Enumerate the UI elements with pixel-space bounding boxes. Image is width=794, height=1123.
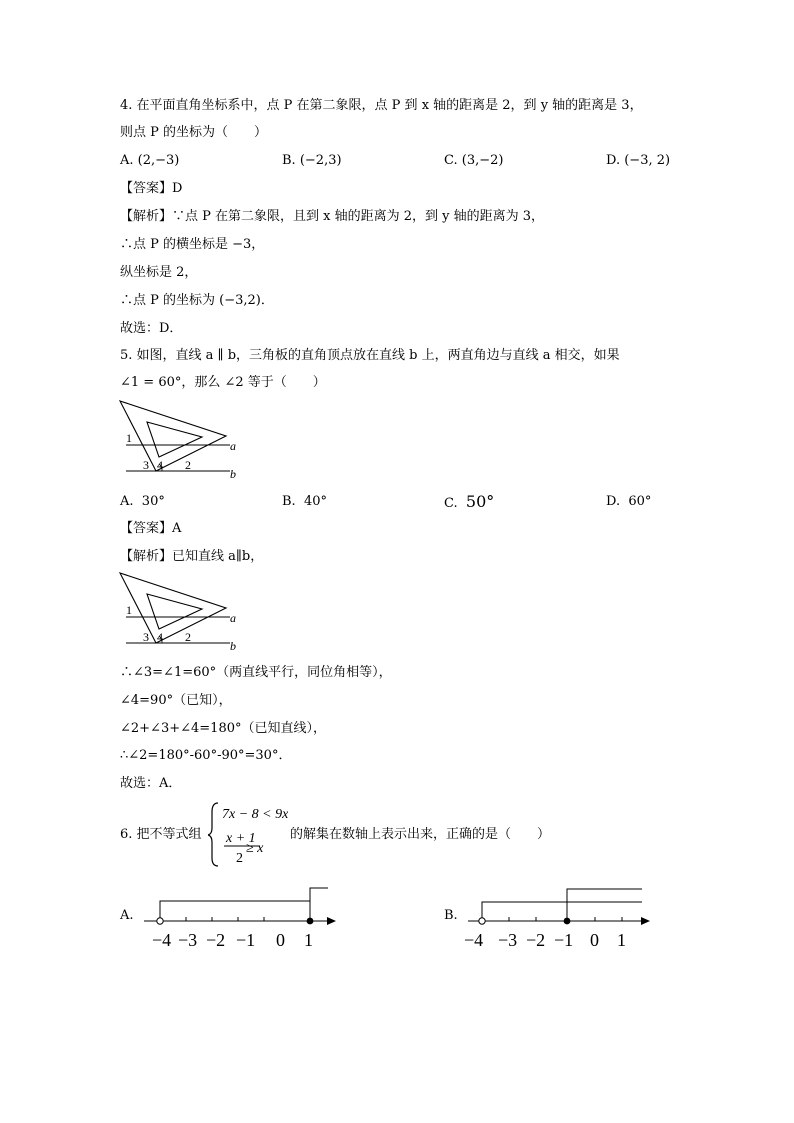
label-2: 2 xyxy=(185,630,191,644)
q4-stem-line2: 则点 P 的坐标为（ ） xyxy=(120,125,268,140)
range-line-upper xyxy=(310,888,328,921)
q6-prefix: 6. 把不等式组 xyxy=(120,827,202,842)
label-4: 4 xyxy=(157,630,163,644)
q5-analysis-line3: ∠2+∠3+∠4=180°（已知直线）， xyxy=(120,721,326,736)
q5-analysis-line5: 故选：A． xyxy=(120,776,182,791)
q5-analysis-head: 【解析】已知直线 a∥b， xyxy=(120,549,264,564)
q5-analysis-figure xyxy=(118,570,248,654)
q5-analysis-line1: ∴∠3=∠1=60°（两直线平行，同位角相等）， xyxy=(120,665,392,680)
q4-analysis-line5: 故选：D． xyxy=(120,321,183,336)
q4-analysis-line4: ∴点 P 的坐标为 (−3,2)． xyxy=(120,293,274,308)
tick-label: −1 xyxy=(236,930,256,950)
q4-analysis-line3: 纵坐标是 2， xyxy=(120,265,198,280)
q6-option-b-letter: B. xyxy=(444,908,458,923)
q4-option-c: C. (3,−2) xyxy=(444,153,504,168)
q5-option-a: A. 30° xyxy=(120,494,165,509)
q4-analysis-line1: 【解析】∵点 P 在第二象限，且到 x 轴的距离为 2，到 y 轴的距离为 3， xyxy=(120,209,545,224)
q6-suffix: 的解集在数轴上表示出来，正确的是（ ） xyxy=(290,827,551,842)
label-3: 3 xyxy=(143,630,149,644)
axis-arrow xyxy=(641,917,650,925)
range-line-lower xyxy=(482,902,642,917)
tick-label: −4 xyxy=(464,930,484,950)
open-dot xyxy=(479,918,485,924)
q6-option-a-letter: A. xyxy=(120,908,134,923)
label-4: 4 xyxy=(157,458,163,472)
q4-analysis-line2: ∴点 P 的横坐标是 −3， xyxy=(120,237,265,252)
q5-option-d: D. 60° xyxy=(606,494,652,509)
inequality-1: 7x − 8 < 9x xyxy=(222,807,288,822)
q5-analysis-line4: ∴∠2=180°-60°-90°=30°． xyxy=(120,748,292,763)
tick-label: −3 xyxy=(178,930,198,950)
label-1: 1 xyxy=(126,603,132,617)
q5-option-c: C. 50° xyxy=(444,492,495,511)
label-3: 3 xyxy=(143,458,149,472)
triangle-outer xyxy=(120,401,226,471)
inequality-2-numerator: x + 1 xyxy=(226,831,256,846)
q5-stem-line1: 5. 如图，直线 a ∥ b，三角板的直角顶点放在直线 b 上，两直角边与直线 a 相交，如果 xyxy=(120,348,620,363)
tick-label: 0 xyxy=(276,930,285,950)
q4-answer: 【答案】D xyxy=(120,181,183,196)
closed-dot xyxy=(564,918,571,925)
q5-analysis-line2: ∠4=90°（已知）， xyxy=(120,693,232,708)
tick-label: 1 xyxy=(617,930,626,950)
tick-label: −2 xyxy=(206,930,226,950)
open-dot xyxy=(157,918,163,924)
inequality-2-denominator: 2 xyxy=(236,851,243,866)
tick-label: −1 xyxy=(554,930,574,950)
axis-arrow xyxy=(327,917,336,925)
tick-label: −4 xyxy=(152,930,172,950)
brace xyxy=(208,803,218,866)
inequality-2-relation: ≥ x xyxy=(246,841,264,856)
q5-option-b: B. 40° xyxy=(282,494,327,509)
label-a: a xyxy=(230,611,236,625)
tick-label: −2 xyxy=(526,930,546,950)
range-line-upper xyxy=(567,889,642,921)
label-a: a xyxy=(230,439,236,453)
q4-option-d: D. (−3, 2) xyxy=(606,153,671,168)
q5-answer: 【答案】A xyxy=(120,521,182,536)
q4-option-a: A. (2,−3) xyxy=(120,153,180,168)
label-1: 1 xyxy=(126,431,132,445)
triangle-outer xyxy=(120,573,226,643)
closed-dot xyxy=(307,918,314,925)
q5-figure xyxy=(118,398,248,482)
range-line-lower xyxy=(160,901,310,917)
q6-option-b-numberline xyxy=(462,882,662,952)
tick-label: −3 xyxy=(498,930,518,950)
label-b: b xyxy=(230,467,236,481)
label-2: 2 xyxy=(185,458,191,472)
label-b: b xyxy=(230,639,236,653)
q6-inequality-system xyxy=(208,800,288,870)
q4-option-b: B. (−2,3) xyxy=(282,153,342,168)
q5-stem-line2: ∠1 = 60°，那么 ∠2 等于（ ） xyxy=(120,375,326,390)
q4-stem-line1: 4. 在平面直角坐标系中，点 P 在第二象限，点 P 到 x 轴的距离是 2，到 y 轴的距离是 3， xyxy=(120,98,643,113)
tick-label: 0 xyxy=(590,930,599,950)
q6-option-a-numberline xyxy=(138,882,343,952)
tick-label: 1 xyxy=(304,930,313,950)
